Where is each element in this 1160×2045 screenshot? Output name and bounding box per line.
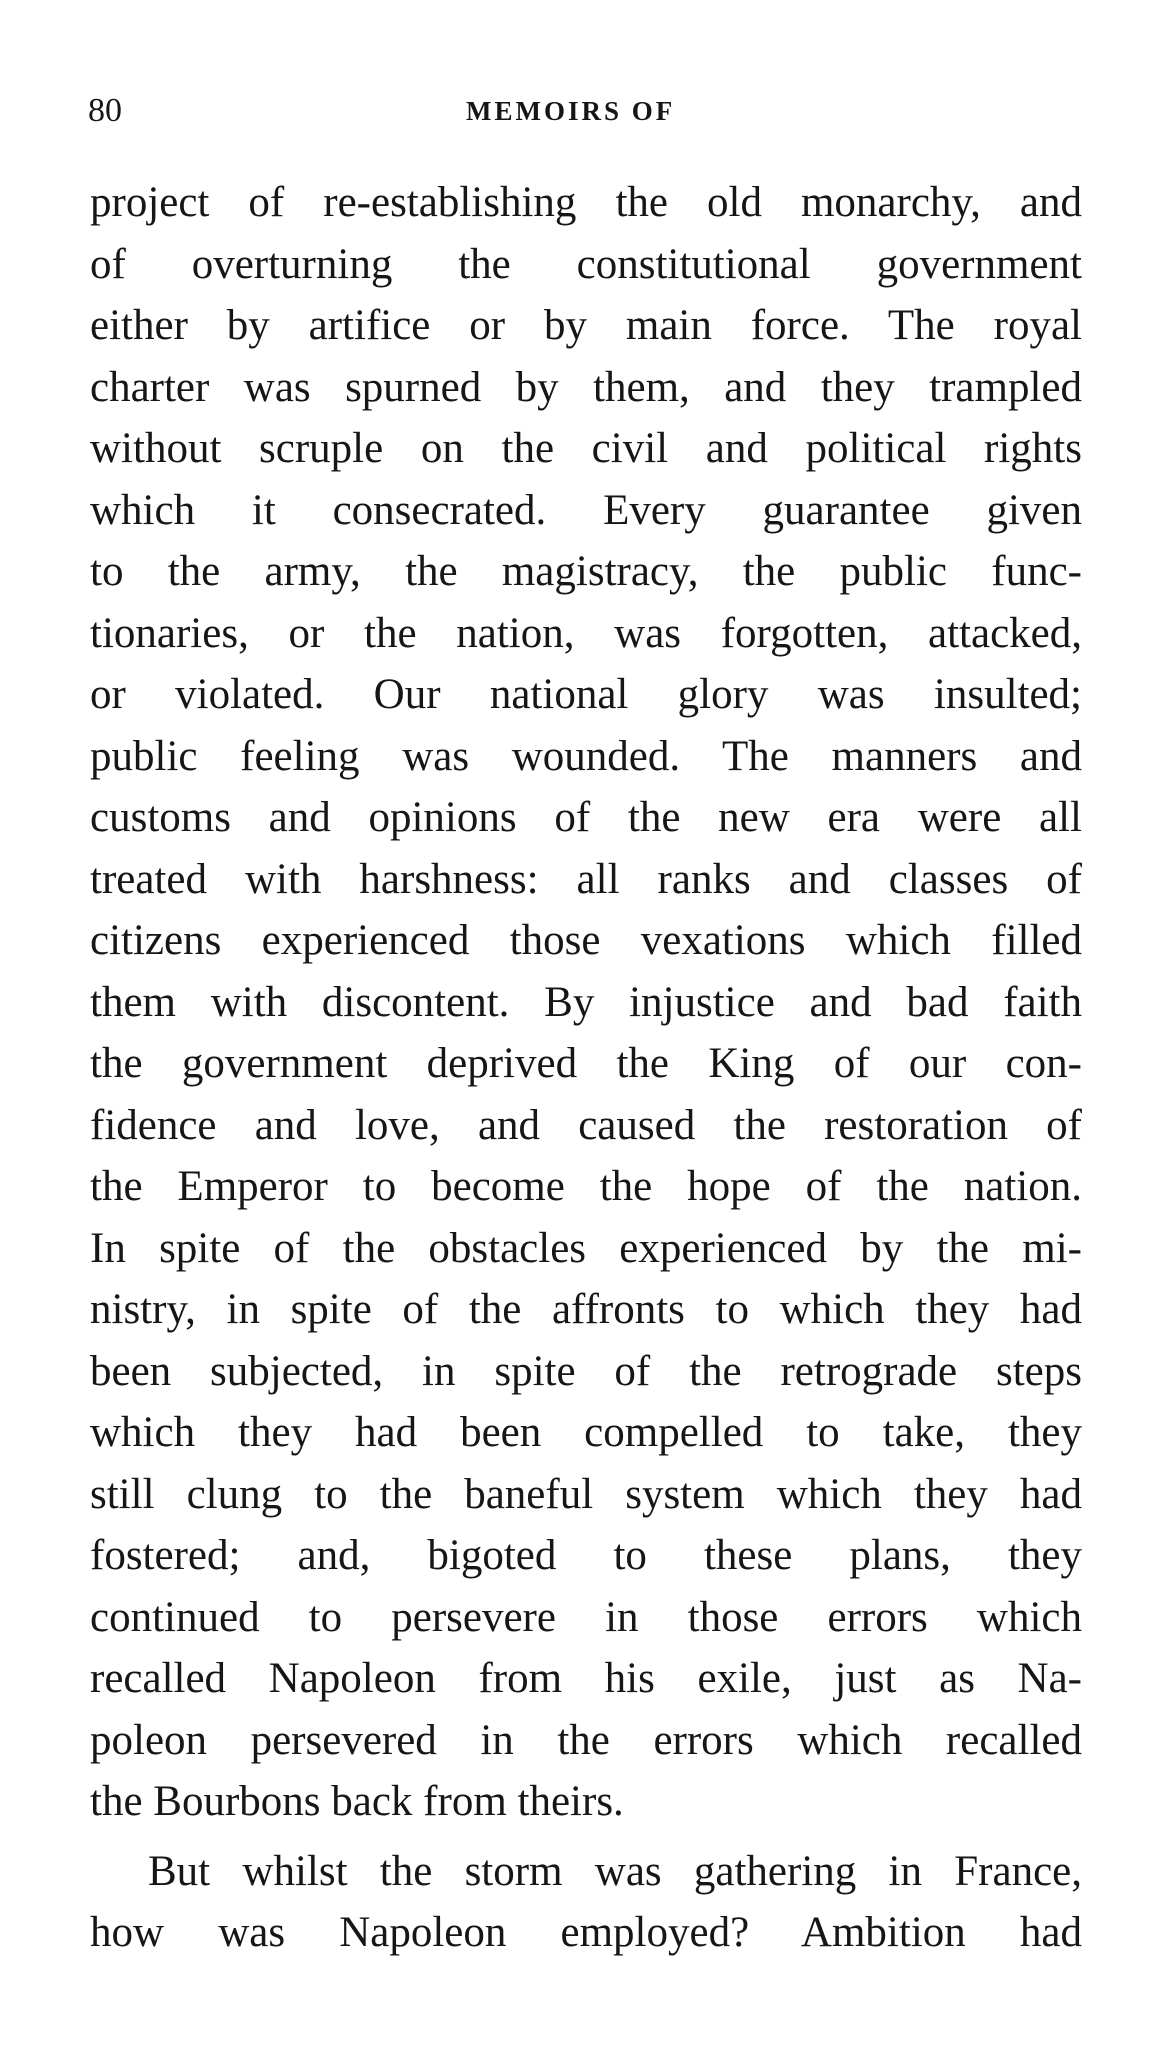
text-line: customs and opinions of the new era were all — [90, 794, 1082, 841]
page-number: 80 — [88, 92, 122, 129]
text-line: fidence and love, and caused the restoration of — [90, 1101, 1082, 1149]
text-line: still clung to the baneful system which they had — [90, 1470, 1082, 1518]
paragraph-2 — [90, 1841, 1082, 1964]
text-line: of overturning the constitutional government — [90, 240, 1082, 288]
text-line: how was Napoleon employed? Ambition had — [90, 1909, 1082, 1956]
text-line: which they had been compelled to take, they — [90, 1409, 1082, 1456]
body-text — [90, 172, 1082, 1964]
text-line: treated with harshness: all ranks and classes of — [90, 855, 1082, 903]
text-line: In spite of the obstacles experienced by the mi- — [90, 1224, 1082, 1272]
text-line: the government deprived the King of our con- — [90, 1040, 1082, 1087]
text-line: without scruple on the civil and political rights — [90, 425, 1082, 472]
text-line: nistry, in spite of the affronts to which they had — [90, 1286, 1082, 1333]
text-line: charter was spurned by them, and they trampled — [90, 363, 1082, 411]
text-line: citizens experienced those vexations which filled — [90, 917, 1082, 964]
text-line: either by artifice or by main force. The royal — [90, 302, 1082, 349]
text-line: the Emperor to become the hope of the nation. — [90, 1163, 1082, 1210]
text-line: the Bourbons back from theirs. — [90, 1778, 624, 1825]
running-title: MEMOIRS OF — [466, 96, 676, 126]
text-line: to the army, the magistracy, the public func- — [90, 548, 1082, 595]
text-line: which it consecrated. Every guarantee given — [90, 486, 1082, 534]
running-head — [88, 86, 1068, 136]
text-line: recalled Napoleon from his exile, just as Na- — [90, 1655, 1082, 1702]
text-line: tionaries, or the nation, was forgotten, attacked, — [90, 609, 1082, 657]
text-line: them with discontent. By injustice and bad faith — [90, 978, 1082, 1026]
text-line: public feeling was wounded. The manners and — [90, 732, 1082, 780]
text-line: poleon persevered in the errors which recalled — [90, 1716, 1082, 1764]
text-line: project of re-establishing the old monarchy, and — [90, 179, 1082, 226]
text-line: been subjected, in spite of the retrograde steps — [90, 1347, 1082, 1395]
paragraph-spacer — [90, 1833, 1082, 1841]
text-line: But whilst the storm was gathering in France, — [148, 1847, 1082, 1895]
text-line: fostered; and, bigoted to these plans, they — [90, 1532, 1082, 1579]
text-line: or violated. Our national glory was insulted; — [90, 671, 1082, 718]
paragraph-1 — [90, 172, 1082, 1833]
text-line: continued to persevere in those errors which — [90, 1593, 1082, 1641]
